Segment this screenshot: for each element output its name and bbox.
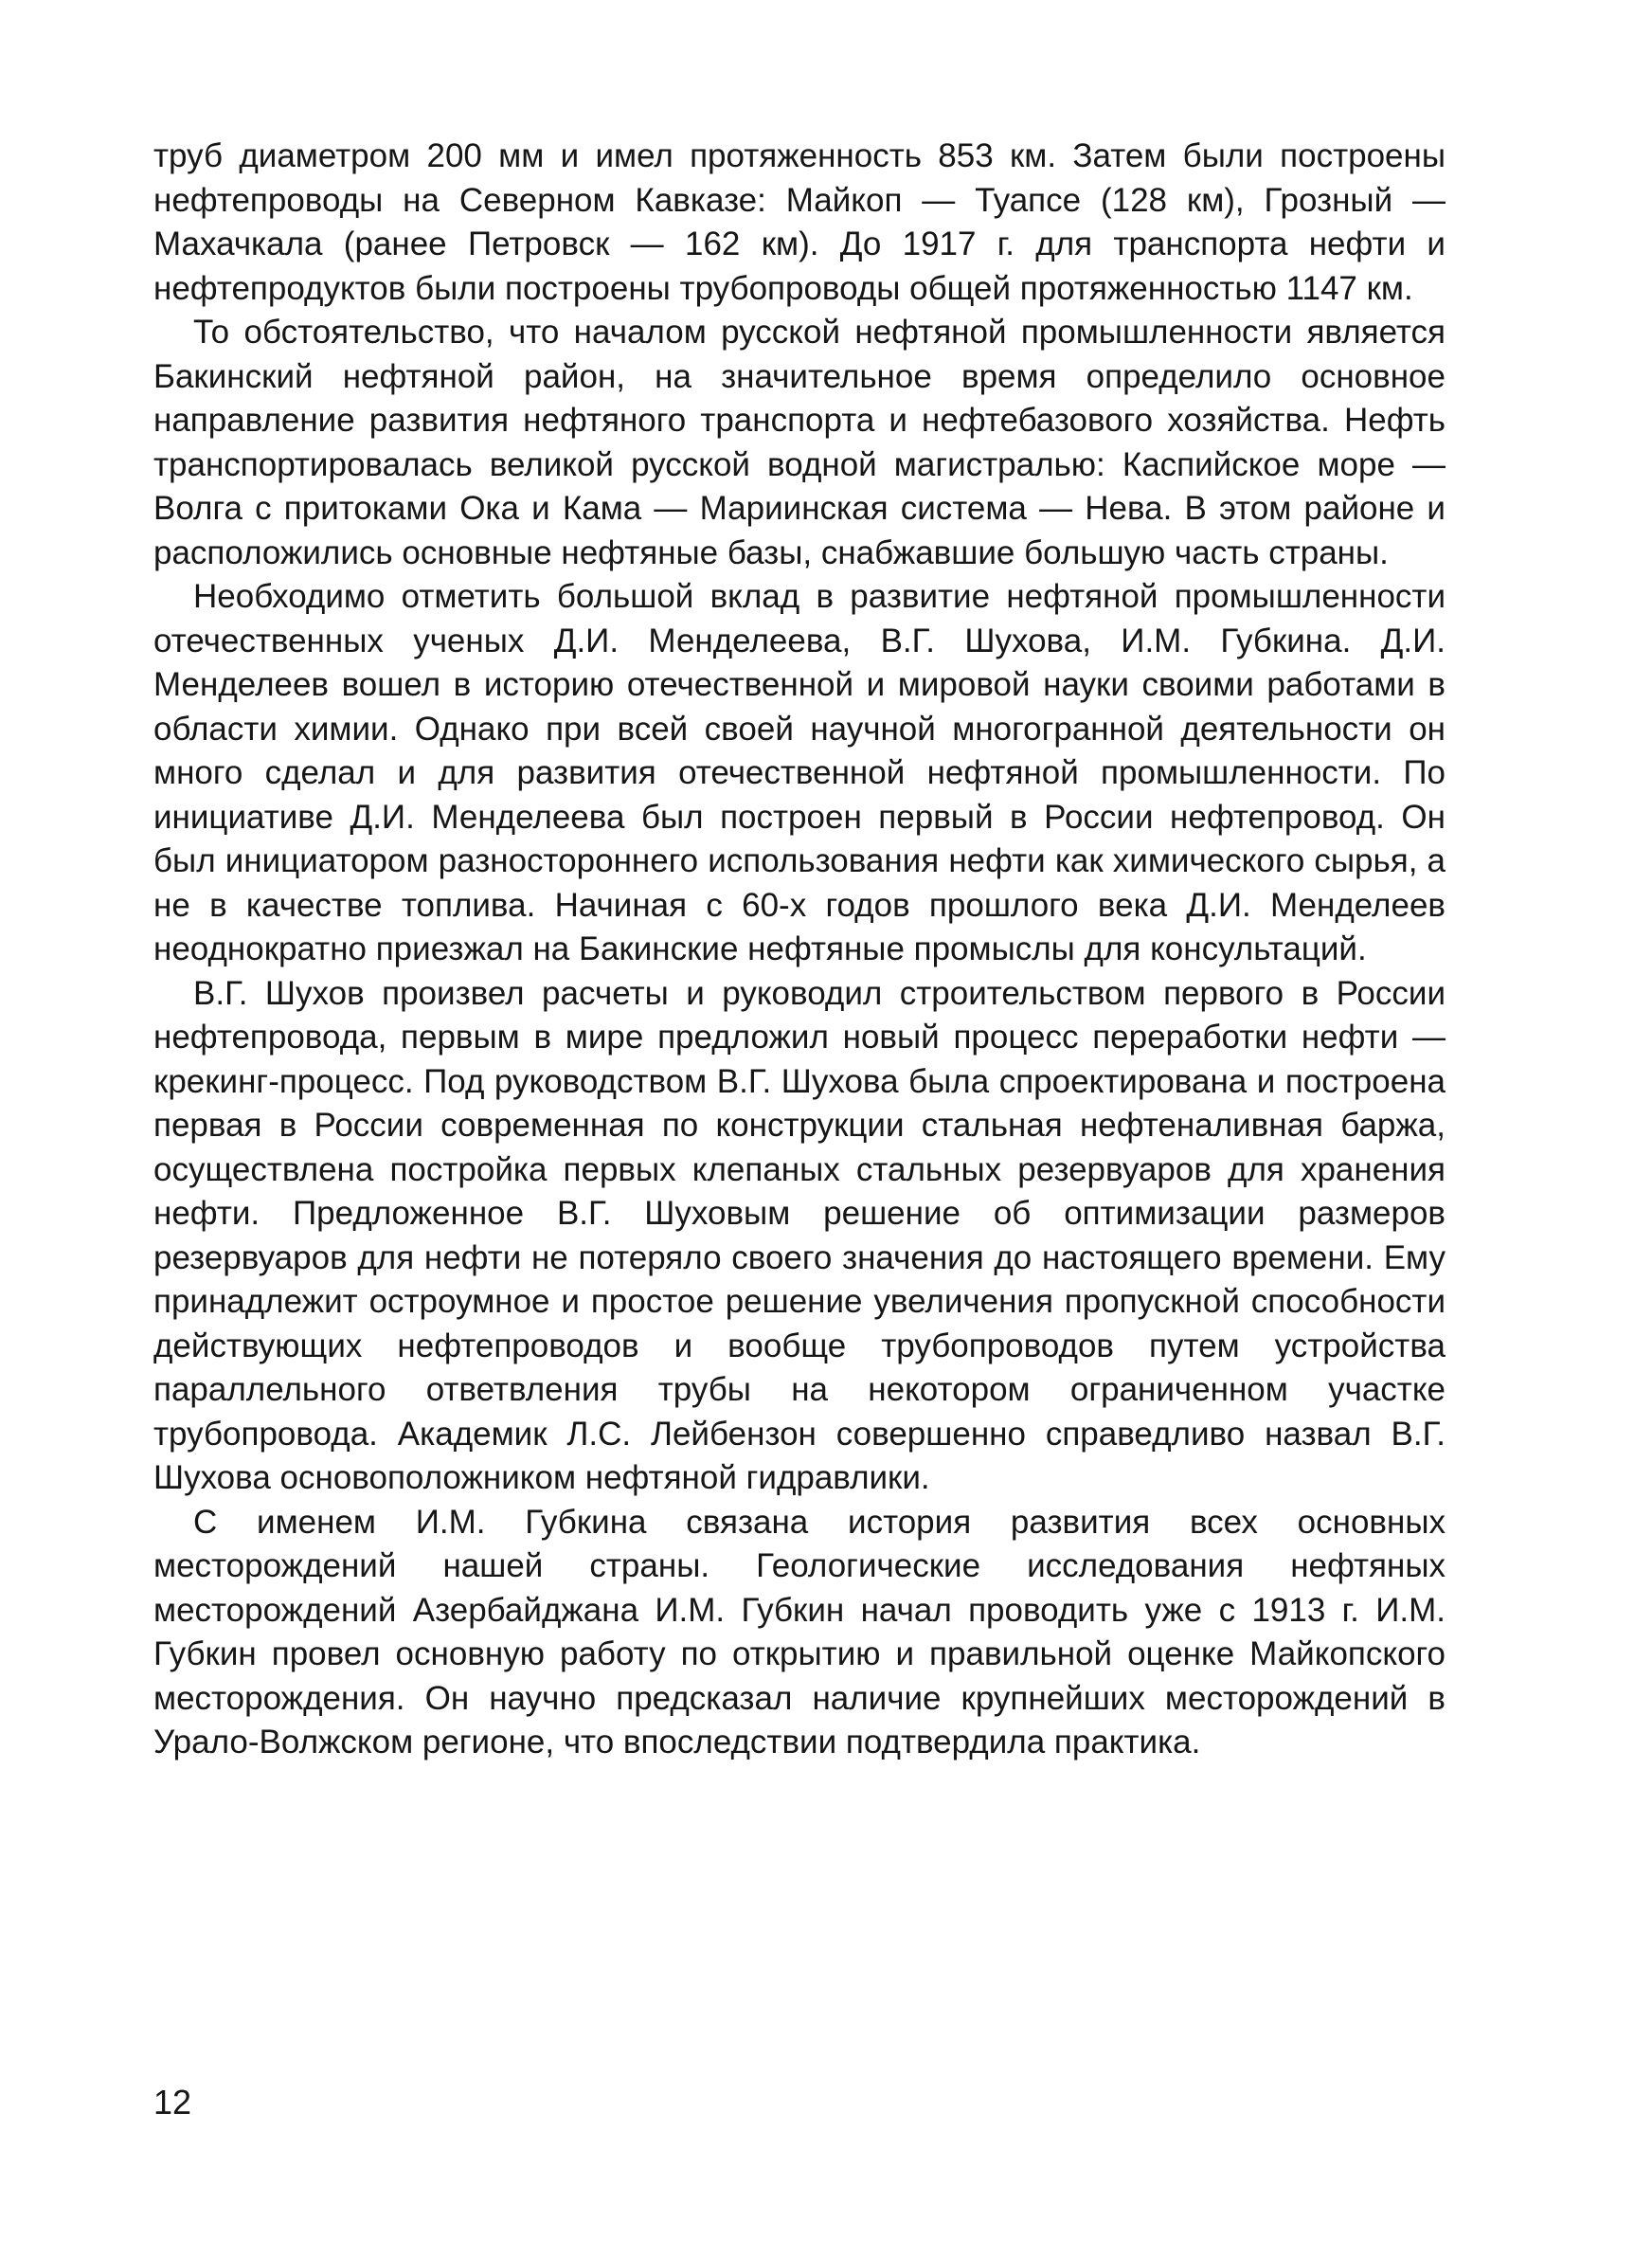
paragraph-5: С именем И.М. Губкина связана история развития всех основных месторождений нашей страны. Геологические исследования нефтяных месторождений Азербайджана И.М. Губкин начал проводить уже с 1913 г. И.М. Губкин провел основную работу по открытию и правильной оценке Майкопского месторождения. Он научно предсказал наличие крупнейших месторождений в Урало-Волжском регионе, что впоследствии подтвердила практика. bbox=[153, 1503, 1446, 1760]
paragraph-3: Необходимо отметить большой вклад в развитие нефтяной промышленности отечественных ученых Д.И. Менделеева, В.Г. Шухова, И.М. Губкина. Д.И. Менделеев вошел в историю отечественной и мировой науки своими работами в области химии. Однако при всей своей научной многогранной деятельности он много сделал и для развития отечественной нефтяной промышленности. По инициативе Д.И. Менделеева был построен первый в России нефтепровод. Он был инициатором разностороннего использования нефти как химического сырья, а не в качестве топлива. Начиная с 60-х годов прошлого века Д.И. Менделеев неоднократно приезжал на Бакинские нефтяные промыслы для консультаций. bbox=[153, 578, 1446, 967]
paragraph-4: В.Г. Шухов произвел расчеты и руководил строительством первого в России нефтепровода, первым в мире предложил новый процесс переработки нефти — крекинг-процесс. Под руководством В.Г. Шухова была спроектирована и построена первая в России современная по конструкции стальная нефтеналивная баржа, осуществлена постройка первых клепаных стальных резервуаров для хранения нефти. Предложенное В.Г. Шуховым решение об оптимизации размеров резервуаров для нефти не потеряло своего значения до настоящего времени. Ему принадлежит остроумное и простое решение увеличения пропускной способности действующих нефтепроводов и вообще трубопроводов путем устройства параллельного ответвления трубы на некотором ограниченном участке трубопровода. Академик Л.С. Лейбензон совершенно справедливо назвал В.Г. Шухова основоположником нефтяной гидравлики. bbox=[153, 974, 1446, 1496]
body-text bbox=[153, 135, 1446, 1765]
paragraph-2: То обстоятельство, что началом русской нефтяной промышленности является Бакинский нефтяной район, на значительное время определило основное направление развития нефтяного транспорта и нефтебазового хозяйства. Нефть транспортировалась великой русской водной магистралью: Каспийское море — Волга с притоками Ока и Кама — Мариинская система — Нева. В этом районе и расположились основные нефтяные базы, снабжавшие большую часть страны. bbox=[153, 314, 1446, 571]
page-number: 12 bbox=[153, 2083, 192, 2122]
paragraph-1: труб диаметром 200 мм и имел протяженность 853 км. Затем были построены нефтепроводы на Северном Кавказе: Майкоп — Туапсе (128 км), Грозный — Махачкала (ранее Петровск — 162 км). До 1917 г. для транспорта нефти и нефтепродуктов были построены трубопроводы общей протяженностью 1147 км. bbox=[153, 137, 1446, 307]
